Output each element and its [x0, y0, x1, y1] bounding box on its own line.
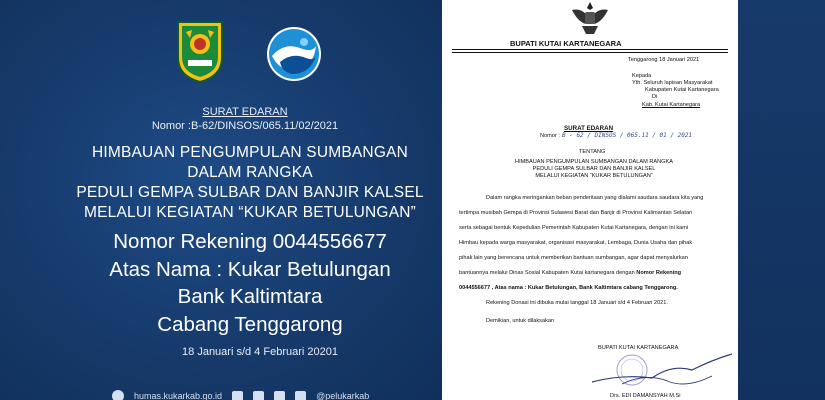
surat-edaran-number: Nomor :B-62/DINSOS/065.11/02/2021 — [151, 120, 339, 132]
doc-closing: Demikian, untuk dilaksakan — [486, 318, 555, 324]
doc-recipient: Yth. Seluruh lapisan Masyarakat — [632, 80, 713, 86]
doc-nomor-value: B - 62 / DINSOS / 065.11 / 01 / 2021 — [562, 132, 693, 139]
garuda-emblem-icon — [568, 0, 612, 36]
doc-recipient-area: Kabupaten Kutai Kartanegara — [645, 87, 719, 93]
doc-body-line: tertimpa musibah Gempa di Provinsi Sulawesi Barat dan Banjir di Provinsi Kalimantan Selatan — [459, 210, 693, 216]
doc-body-line — [459, 270, 681, 277]
bank-name: Bank Kaltimtara — [177, 285, 323, 308]
doc-signer: Drs. EDI DAMANSYAH M.Si — [610, 393, 681, 399]
doc-body-line: Rekening Donasi ini dibuka mulai tanggal 18 Januari s/d 4 Februari 2021. — [486, 300, 668, 306]
doc-kepada: Kepada — [632, 73, 652, 79]
doc-tentang: TENTANG — [579, 149, 606, 155]
headline-line: PEDULI GEMPA SULBAR DAN BANJIR KALSEL — [76, 184, 424, 201]
account-number: Nomor Rekening 0044556677 — [113, 230, 387, 253]
account-info — [0, 228, 500, 338]
kominfo-logo-icon — [266, 26, 322, 82]
footer — [112, 390, 369, 400]
doc-nomor-label: Nomor : — [540, 133, 560, 139]
instagram-icon[interactable] — [253, 391, 264, 400]
donation-period: 18 Januari s/d 4 Februari 20201 — [182, 346, 338, 358]
doc-date: Tenggarong 18 Januari 2021 — [628, 57, 700, 63]
doc-sign-title: BUPATI KUTAI KARTANEGARA — [598, 345, 679, 351]
doc-body-line: pihak lain yang berencana untuk memberikan bantuan sumbangan, agar dapat menyalurkan — [459, 255, 688, 261]
surat-edaran-title: SURAT EDARAN — [202, 106, 288, 118]
globe-icon — [112, 390, 124, 400]
doc-body-line: serta sebagai bentuk Kepedulian Pemerintah Kabupaten Kutai Kartanegara, dengan ini kami — [459, 225, 689, 231]
headline-line: MELALUI KEGIATAN “KUKAR BETULUNGAN” — [84, 204, 416, 221]
youtube-icon[interactable] — [274, 391, 285, 400]
doc-body-text: bantuannya melalui Dinas Sosial Kabupaten Kutai kartanegara dengan — [459, 270, 635, 276]
headline-line: DALAM RANGKA — [187, 164, 313, 181]
account-holder: Atas Nama : Kukar Betulungan — [109, 257, 391, 281]
doc-body-line: Himbau kepada warga masyarakat, organisasi masyarakat, Lembaga, Dunia Usaha dan pihak — [459, 240, 693, 246]
doc-subject-line: MELALUI KEGIATAN “KUKAR BETULUNGAN” — [535, 173, 653, 179]
facebook-icon[interactable] — [232, 391, 243, 400]
doc-di: Di — [652, 94, 658, 100]
header-rule-thin — [452, 52, 728, 53]
header-rule — [452, 49, 728, 50]
letter-document — [442, 0, 738, 400]
doc-recipient-location: Kab. Kutai Kartanegara — [642, 102, 701, 108]
kukar-logo-icon — [174, 18, 226, 84]
doc-header: BUPATI KUTAI KARTANEGARA — [510, 39, 622, 48]
doc-subject-line: HIMBAUAN PENGUMPULAN SUMBANGAN DALAM RANGKA — [515, 159, 673, 165]
social-handle[interactable]: @pelukarkab — [316, 391, 370, 400]
doc-subject-line: PEDULI GEMPA SULBAR DAN BANJIR KALSEL — [532, 166, 656, 172]
doc-body-bold: Nomor Rekening — [636, 270, 682, 276]
bank-branch: Cabang Tenggarong — [157, 312, 343, 336]
headline — [0, 143, 500, 223]
headline-line: HIMBAUAN PENGUMPULAN SUMBANGAN — [91, 144, 409, 161]
doc-body-line: Dalam rangka meringankan beban penderitaan yang dialami saudara saudara kita yang — [486, 195, 704, 201]
right-background-strip — [738, 0, 825, 400]
twitter-icon[interactable] — [295, 391, 306, 400]
website-link[interactable]: humas.kukarkab.go.id — [134, 391, 223, 400]
doc-se-title: SURAT EDARAN — [564, 125, 614, 132]
doc-body-line: 0044556677 , Atas nama : Kukar Betulungan, Bank Kaltimtara cabang Tenggarong. — [459, 285, 678, 291]
signature-stamp — [592, 352, 732, 392]
